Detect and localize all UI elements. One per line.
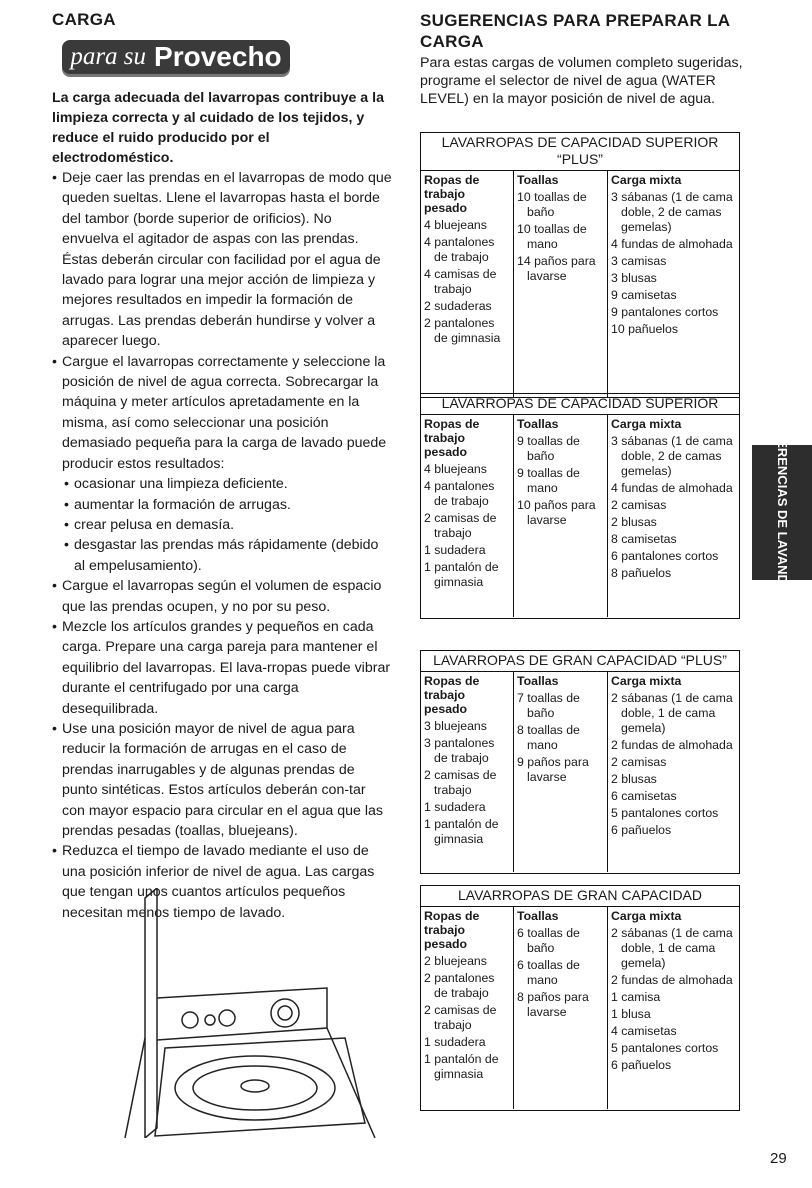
table-item: 4 camisetas — [611, 1024, 677, 1038]
table-column — [421, 415, 513, 617]
table-item: 8 pañuelos — [611, 566, 672, 580]
table-item: 14 paños para lavarse — [517, 254, 596, 283]
table-item: 7 toallas de baño — [517, 691, 580, 720]
table-item: 4 fundas de almohada — [611, 237, 733, 251]
table-item: 10 toallas de baño — [517, 190, 587, 219]
tip-item: • crear pelusa en demasía. — [52, 515, 392, 535]
side-section-tab — [752, 411, 812, 615]
table-column — [513, 907, 607, 1109]
table-column — [607, 171, 739, 397]
table-item: 3 bluejeans — [424, 719, 487, 733]
table-item: 1 sudadera — [424, 1035, 486, 1049]
column-header: Carga mixta — [611, 173, 682, 187]
load-table — [420, 393, 740, 619]
column-header: Carga mixta — [611, 674, 682, 688]
table-item: 4 bluejeans — [424, 218, 487, 232]
table-item: 3 blusas — [611, 271, 657, 285]
table-item: 6 pañuelos — [611, 823, 672, 837]
column-header: Toallas — [517, 417, 559, 431]
table-item: 3 pantalones de trabajo — [424, 736, 495, 765]
column-header: Carga mixta — [611, 417, 682, 431]
table-item: 5 pantalones cortos — [611, 1041, 719, 1055]
load-table — [420, 885, 740, 1111]
column-header: Toallas — [517, 173, 559, 187]
tip-item: • Cargue el lavarropas correctamente y seleccione la posición de nivel de agua correcta. Sobrecargar la máquina y meter artículos apretadamente en la misma, así como seleccionar una posición demasiado pequeña para la carga de lavado puede producir estos resultados: — [52, 352, 392, 474]
table-item: 6 toallas de mano — [517, 958, 580, 987]
banner-bold: Provecho — [154, 41, 282, 72]
table-item: 10 pañuelos — [611, 322, 679, 336]
table-column — [421, 171, 513, 397]
table-item: 2 pantalones de trabajo — [424, 971, 495, 1000]
tip-item: • aumentar la formación de arrugas. — [52, 495, 392, 515]
table-item: 2 blusas — [611, 772, 657, 786]
tip-item: • Deje caer las prendas en el lavarropas de modo que queden sueltas. Llene el lavarropas hasta el borde del tambor (borde superior de orificios). No envuelva el agitador de aspas con las prendas. Éstas deberán circular con facilidad por el agua de lavado para lograr una mejor acción de limpieza y mejores resultados en impedir la formación de arrugas. Las prendas deberán hundirse y volver a aparecer luego. — [52, 168, 392, 352]
table-item: 2 blusas — [611, 515, 657, 529]
table-item: 8 camisetas — [611, 532, 677, 546]
section-title-sugerencias: SUGERENCIAS PARA PREPARAR LA CARGA — [420, 11, 730, 51]
table-title: LAVARROPAS DE CAPACIDAD SUPERIOR — [421, 394, 739, 415]
table-column — [513, 171, 607, 397]
table-item: 2 camisas de trabajo — [424, 511, 497, 540]
tip-item: • Use una posición mayor de nivel de agua para reducir la formación de arrugas en el caso de prendas inarrugables y de algunas prendas de punto sintéticas. Estos artículos deberán con-tar con mayor espacio para circular en el agua que las prendas pesadas (toallas, bluejeans). — [52, 719, 392, 841]
table-item: 2 camisas de trabajo — [424, 768, 497, 797]
table-item: 1 blusa — [611, 1007, 651, 1021]
tip-item: • desgastar las prendas más rápidamente (debido al empelusamiento). — [52, 535, 392, 576]
table-item: 9 toallas de mano — [517, 466, 580, 495]
table-item: 3 sábanas (1 de cama doble, 2 de camas gemelas) — [611, 190, 733, 234]
table-item: 3 sábanas (1 de cama doble, 2 de camas gemelas) — [611, 434, 733, 478]
table-item: 3 camisas — [611, 254, 667, 268]
table-item: 9 paños para lavarse — [517, 755, 589, 784]
table-item: 4 pantalones de trabajo — [424, 479, 495, 508]
table-item: 2 camisas de trabajo — [424, 1003, 497, 1032]
tip-item: • Mezcle los artículos grandes y pequeños en cada carga. Prepare una carga pareja para mantener el equilibrio del lavarropas. El lava-rropas puede vibrar durante el centrifugado por una carga desequilibrada. — [52, 617, 392, 719]
table-item: 10 toallas de mano — [517, 222, 587, 251]
table-item: 10 paños para lavarse — [517, 498, 596, 527]
table-item: 2 bluejeans — [424, 954, 487, 968]
table-column — [513, 672, 607, 872]
table-item: 2 pantalones de gimnasia — [424, 316, 501, 345]
table-column — [607, 415, 739, 617]
table-column — [607, 672, 739, 872]
para-su-provecho-banner — [62, 40, 290, 74]
table-item: 1 sudadera — [424, 800, 486, 814]
table-item: 6 pantalones cortos — [611, 549, 719, 563]
intro-paragraph: Para estas cargas de volumen completo sugeridas, programe el selector de nivel de agua (WATER LEVEL) en la mayor posición de nivel de agua. — [420, 55, 743, 107]
table-item: 6 toallas de baño — [517, 926, 580, 955]
table-item: 2 camisas — [611, 498, 667, 512]
table-item: 2 sudaderas — [424, 299, 492, 313]
side-tab-label: SUGERENCIAS DE LAVANDERÍA — [775, 411, 790, 615]
table-item: 1 pantalón de gimnasia — [424, 1052, 499, 1081]
table-item: 1 camisa — [611, 990, 661, 1004]
table-title: LAVARROPAS DE GRAN CAPACIDAD “PLUS” — [421, 651, 739, 672]
table-item: 1 pantalón de gimnasia — [424, 817, 499, 846]
tip-item: • ocasionar una limpieza deficiente. — [52, 474, 392, 494]
table-column — [421, 907, 513, 1109]
column-header: Toallas — [517, 674, 559, 688]
table-column — [513, 415, 607, 617]
lead-paragraph: La carga adecuada del lavarropas contribuye a la limpieza correcta y al cuidado de los tejidos, y reduce el ruido producido por el electrodoméstico. — [52, 90, 384, 166]
table-item: 2 camisas — [611, 755, 667, 769]
table-item: 2 sábanas (1 de cama doble, 1 de cama gemela) — [611, 691, 733, 735]
table-item: 2 fundas de almohada — [611, 738, 733, 752]
table-item: 1 sudadera — [424, 543, 486, 557]
table-item: 8 toallas de mano — [517, 723, 580, 752]
tip-item: • Cargue el lavarropas según el volumen de espacio que las prendas ocupen, y no por su peso. — [52, 576, 392, 617]
table-column — [607, 907, 739, 1109]
column-header: Carga mixta — [611, 909, 682, 923]
table-item: 8 paños para lavarse — [517, 990, 589, 1019]
table-item: 1 pantalón de gimnasia — [424, 560, 499, 589]
table-column — [421, 672, 513, 872]
tip-item: • Reduzca el tiempo de lavado mediante el uso de una posición inferior de nivel de agua. Las cargas que tengan unos cuantos artículos pequeños necesitan menos tiempo de lavado. — [52, 841, 392, 923]
table-item: 6 camisetas — [611, 789, 677, 803]
load-table — [420, 650, 740, 874]
washer-illustration-icon — [115, 888, 395, 1138]
table-item: 9 pantalones cortos — [611, 305, 719, 319]
table-item: 9 camisetas — [611, 288, 677, 302]
loading-tips-list — [52, 168, 392, 923]
table-item: 4 fundas de almohada — [611, 481, 733, 495]
table-item: 2 fundas de almohada — [611, 973, 733, 987]
table-item: 5 pantalones cortos — [611, 806, 719, 820]
table-item: 6 pañuelos — [611, 1058, 672, 1072]
table-title: LAVARROPAS DE CAPACIDAD SUPERIOR “PLUS” — [421, 133, 739, 171]
table-item: 2 sábanas (1 de cama doble, 1 de cama gemela) — [611, 926, 733, 970]
banner-italic: para su — [70, 43, 147, 70]
column-header: Ropas de trabajo pesado — [424, 417, 480, 459]
column-header: Ropas de trabajo pesado — [424, 674, 480, 716]
column-header: Ropas de trabajo pesado — [424, 909, 480, 951]
table-item: 9 toallas de baño — [517, 434, 580, 463]
page-number: 29 — [770, 1150, 787, 1167]
table-item: 4 bluejeans — [424, 462, 487, 476]
table-item: 4 pantalones de trabajo — [424, 235, 495, 264]
section-title-carga: CARGA — [52, 10, 116, 29]
table-title: LAVARROPAS DE GRAN CAPACIDAD — [421, 886, 739, 907]
column-header: Toallas — [517, 909, 559, 923]
column-header: Ropas de trabajo pesado — [424, 173, 480, 215]
table-item: 4 camisas de trabajo — [424, 267, 497, 296]
load-table — [420, 132, 740, 398]
